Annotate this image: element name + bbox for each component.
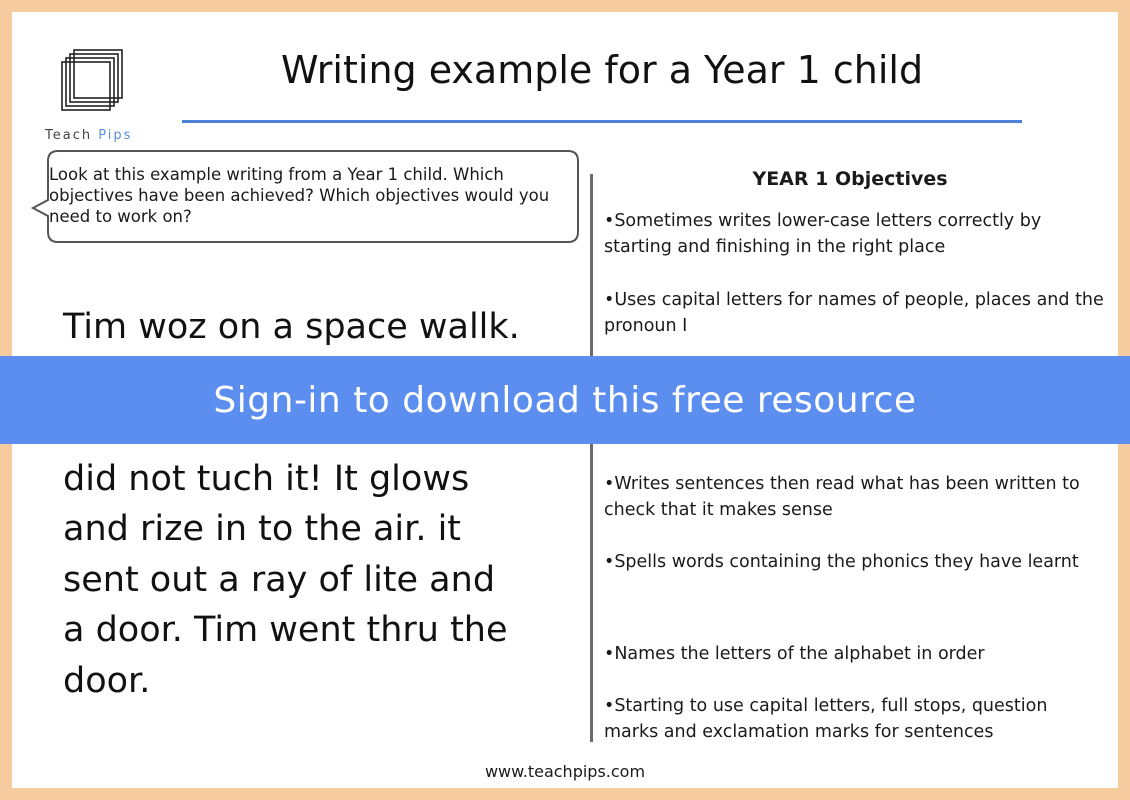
teach-pips-logo-icon — [60, 48, 140, 118]
column-divider — [590, 174, 593, 742]
story-line: a door. Tim went thru the — [63, 610, 508, 650]
sign-in-banner[interactable] — [0, 356, 1130, 444]
story-line: Tim woz on a space wallk. — [63, 307, 520, 347]
objective-item: •Spells words containing the phonics they have learnt — [604, 552, 1079, 572]
logo-name: Teach — [45, 128, 93, 143]
story-line: and rize in to the air. it — [63, 509, 462, 549]
objective-item: •Writes sentences then read what has been written to check that it makes sense — [604, 474, 1080, 520]
objectives-heading: YEAR 1 Objectives — [752, 168, 948, 190]
story-line: sent out a ray of lite and — [63, 559, 496, 600]
objective-item: •Starting to use capital letters, full stops, question marks and exclamation marks for sentences — [604, 696, 1048, 742]
page-title: Writing example for a Year 1 child — [280, 48, 924, 92]
logo-accent: Pips — [98, 128, 133, 143]
objective-item: •Uses capital letters for names of people, places and the pronoun I — [604, 290, 1104, 336]
sign-in-banner-text[interactable]: Sign-in to download this free resource — [213, 379, 917, 421]
logo-wordmark — [45, 128, 132, 143]
objective-item: •Sometimes writes lower-case letters correctly by starting and finishing in the right place — [604, 211, 1042, 257]
objective-item: •Names the letters of the alphabet in order — [604, 644, 985, 664]
footer-url: www.teachpips.com — [484, 762, 646, 781]
prompt-text: Look at this example writing from a Year 1 child. Which objectives have been achieved? Which objectives would you need to work on? — [49, 165, 550, 226]
story-line: did not tuch it! It glows — [63, 458, 470, 499]
story-line: door. — [63, 660, 151, 701]
title-underline — [182, 120, 1022, 123]
